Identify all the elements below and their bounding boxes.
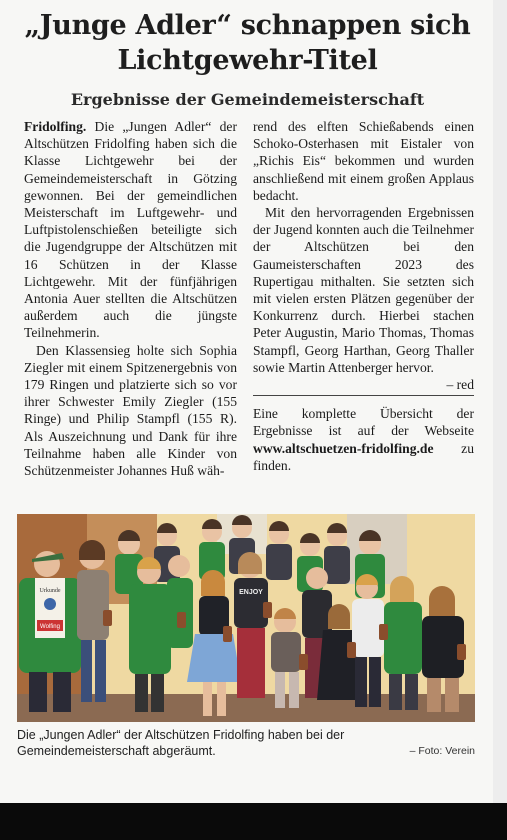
caption-text: Die „Jungen Adler“ der Altschützen Fridolfing haben bei der Gemeindemeisterschaft abgeräumt. [17,728,345,758]
article-paragraph [24,118,237,342]
headline: „Junge Adler“ schnappen sich Lichtgewehr-Titel [24,10,471,76]
bottom-bar [0,803,507,840]
paragraph-text: Die „Jungen Adler“ der Altschützen Fridolfing haben sich die Klasse Lichtgewehr bei der Gemeindemeisterschaft in Götzing gewonnen. Bei der gemeindlichen Meisterschaft im Luftgewehr- und Luftpistolenschießen beteiligte sich die Jugendgruppe der Altschützen mit 16 Schützen in der Klasse Lichtgewehr. Mit der fünfjährigen Antonia Auer stellten die Altschützen außerdem auch die jüngste Teilnehmerin. [24,119,237,341]
article-paragraph [253,405,474,474]
group-photo-illustration [17,514,475,722]
article-paragraph [253,204,474,393]
article-paragraph: Den Klassensieg holte sich Sophia Ziegler mit einem Spitzenergebnis von 179 Ringen und platzierte sich so vor ihrer Schwester Emily Ziegler (155 Ringe) und Philip Stampfl (155 R). Als Auszeichnung und Dank für ihre Teilnahme haben alle Kinder von Schützenmeister Johannes Huß wäh- [24,342,237,479]
paragraph-text: zu finden. [253,440,474,473]
author-signature: – red [446,377,474,393]
divider [253,395,474,405]
dateline-place: Fridolfing. [24,119,87,134]
article-column-1 [24,118,237,479]
website-link[interactable]: www.altschuetzen-fridolfing.de [253,440,434,456]
paragraph-text: Eine komplette Übersicht der Ergebnisse ist auf der Webseite [253,406,474,439]
photo-credit: – Foto: Verein [409,745,475,757]
paragraph-text: Mit den hervorragenden Ergebnissen der Jugend konnten auch die Teilnehmer der Altschützen bei den Gaumeisterschaften 2023 des Rupertigau mithalten. Sie setzten sich mit vielen ersten Plätzen gegenüber der Konkurrenz durch. Hierbei stachen Peter Augustin, Mario Thomas, Thomas Stampfl, Georg Harthan, Georg Thaller sowie Martin Attenberger hervor. [253,205,474,375]
certificate-name: Wolfing [40,624,60,630]
article-paragraph: rend des elften Schießabends einen Schoko-Osterhasen mit Eistaler von „Richis Eis“ bekommen und wurden anschließend mit einem großen Applaus bedacht. [253,119,474,203]
subheadline: Ergebnisse der Gemeindemeisterschaft [70,90,425,109]
group-photo [17,514,475,722]
certificate-title: Urkunde [39,588,61,594]
shirt-print: ENJOY [239,589,263,596]
photo-caption [17,727,475,759]
article-column-2 [253,118,474,474]
